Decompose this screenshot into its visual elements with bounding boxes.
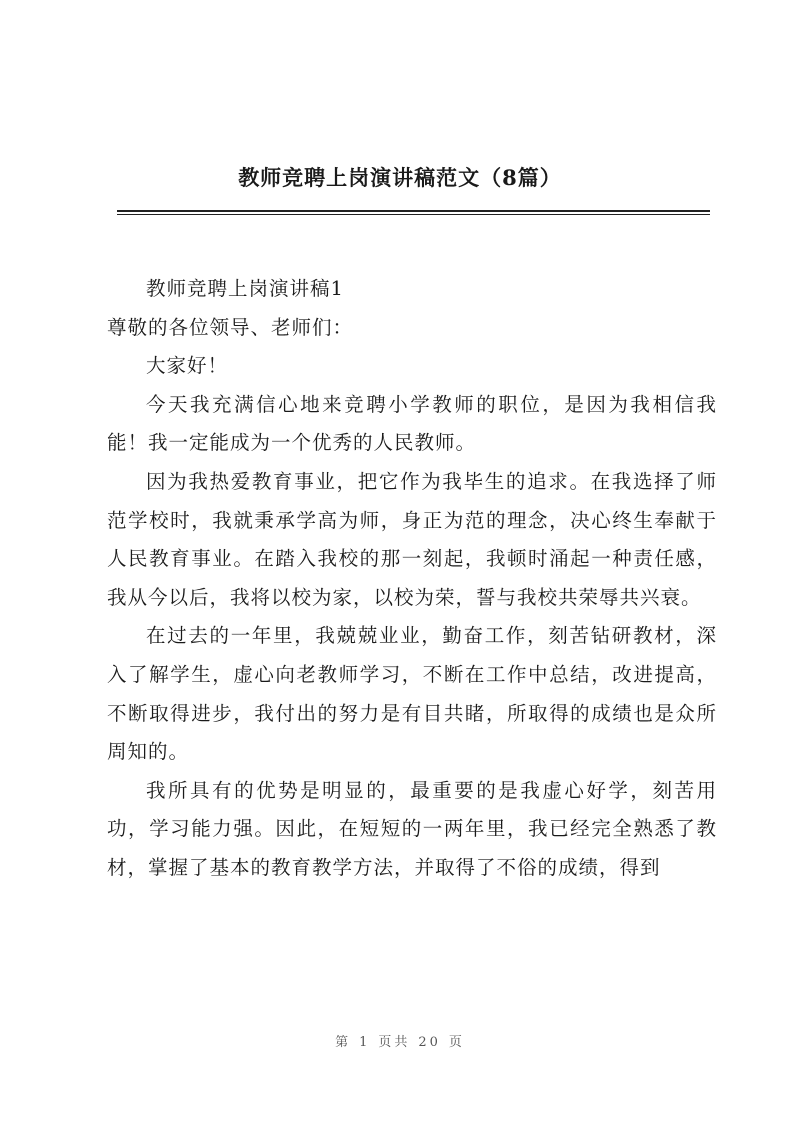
footer-total-pages: 20 [418,1035,441,1050]
footer-page-number: 1 [359,1035,371,1050]
title-rule-thick [117,210,710,212]
document-title: 教师竞聘上岗演讲稿范文（8篇） [238,165,562,190]
document-body [107,270,717,888]
footer-middle: 页共 [378,1035,411,1050]
title-rule-thin [117,214,710,215]
page-footer [0,1031,800,1050]
paragraph: 尊敬的各位领导、老师们： [107,315,354,339]
paragraph: 因为我热爱教育事业，把它作为我毕生的追求。在我选择了师范学校时，我就秉承学高为师，身正为范的理念，决心终生奉献于人民教育事业。在踏入我校的那一刻起，我顿时涌起一种责任感，我从今以后，我将以校为家，以校为荣，誓与我校共荣辱共兴衰。 [107,469,717,609]
paragraph: 大家好！ [146,354,229,378]
footer-suffix: 页 [448,1035,465,1050]
paragraph: 我所具有的优势是明显的，最重要的是我虚心好学，刻苦用功，学习能力强。因此，在短短的一两年里，我已经完全熟悉了教材，掌握了基本的教育教学方法，并取得了不俗的成绩，得到 [107,778,717,879]
paragraph: 教师竞聘上岗演讲稿1 [146,277,344,300]
footer-prefix: 第 [335,1035,352,1050]
paragraph: 在过去的一年里，我兢兢业业，勤奋工作，刻苦钻研教材，深入了解学生，虚心向老教师学习，不断在工作中总结，改进提高，不断取得进步，我付出的努力是有目共睹，所取得的成绩也是众所周知的。 [107,624,717,764]
paragraph: 今天我充满信心地来竞聘小学教师的职位，是因为我相信我能！我一定能成为一个优秀的人民教师。 [107,392,717,455]
